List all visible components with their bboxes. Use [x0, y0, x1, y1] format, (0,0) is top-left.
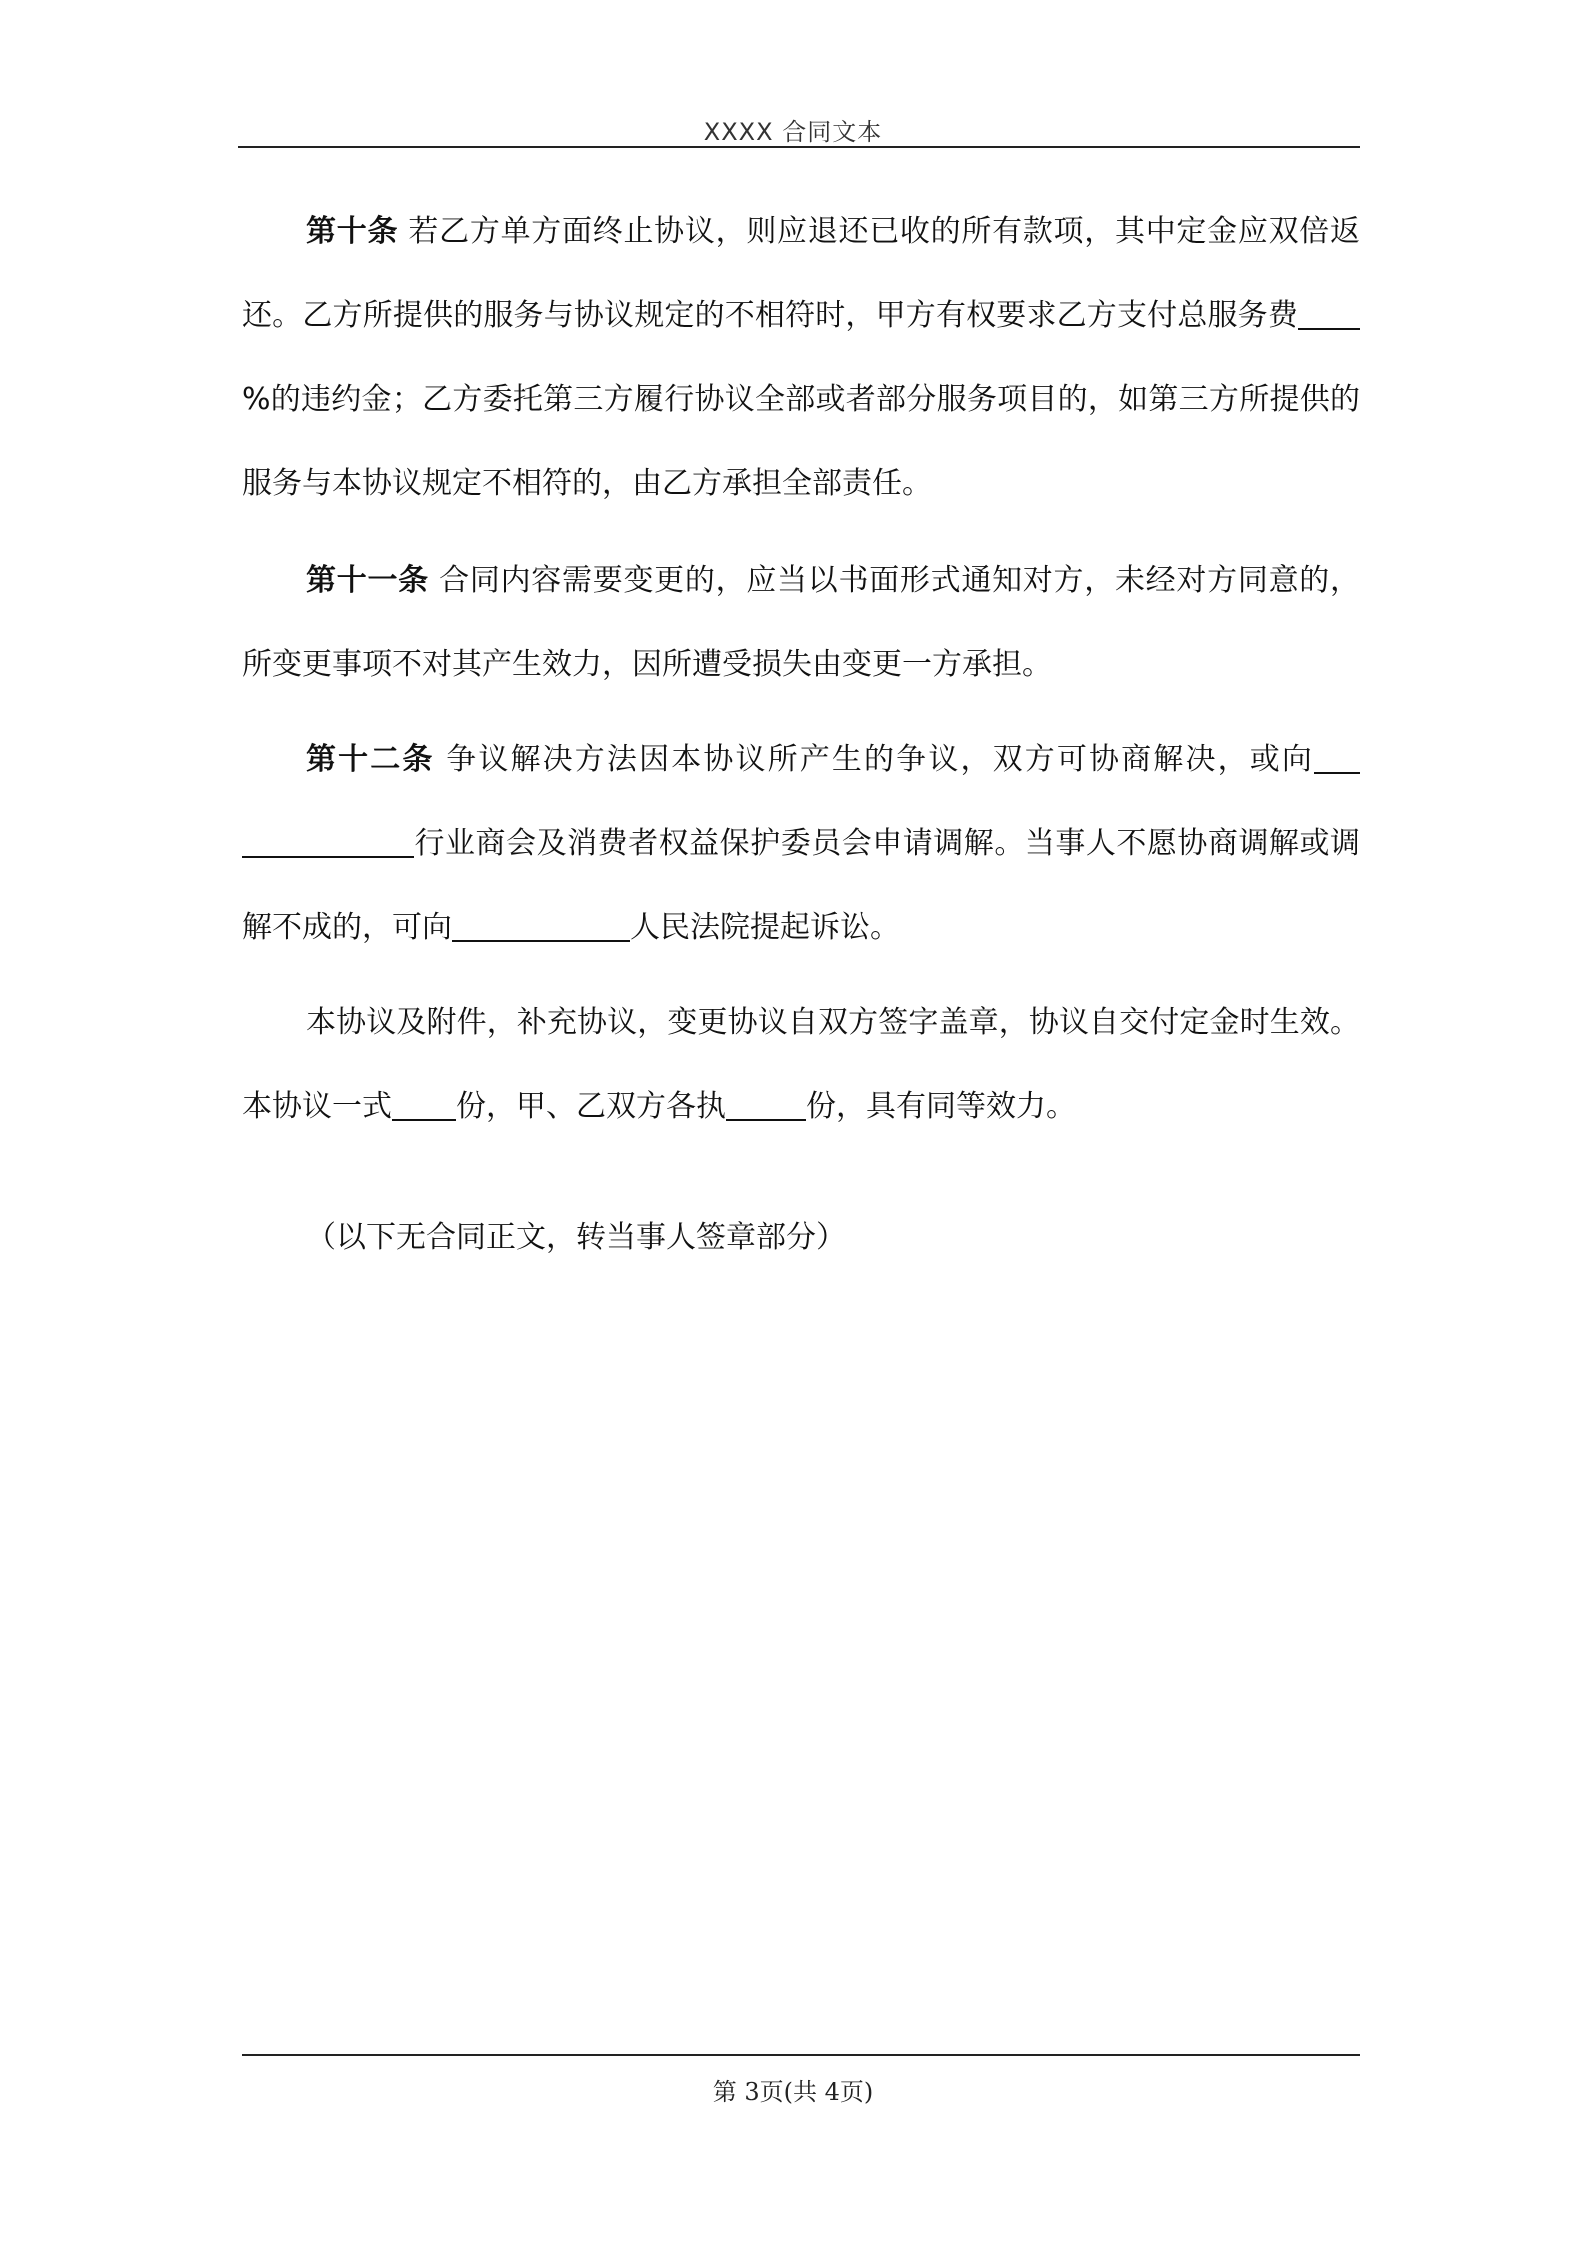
- article-10: [242, 190, 1360, 526]
- blank-court-name: [452, 909, 630, 943]
- article-12-text-part2: 行业商会及消费者权益保护委员会申请调解。当事人不愿协商调解或调解不成的，可向: [242, 826, 1360, 945]
- effect-text-part1: 本协议及附件，补充协议，变更协议自双方签字盖章，协议自交付定金时生效。 本协议一式: [242, 1005, 1360, 1124]
- ending-note: （以下无合同正文，转当事人签章部分）: [306, 1220, 846, 1255]
- article-12-text-part1: 争议解决方法因本协议所产生的争议，双方可协商解决，或向: [434, 742, 1314, 777]
- article-11-label: 第十一条: [306, 563, 429, 598]
- header-divider: [238, 146, 1360, 148]
- effect-text-part3: 份，具有同等效力。: [806, 1089, 1076, 1124]
- document-header-title: XXXX 合同文本: [703, 118, 883, 146]
- blank-chamber-b: [242, 825, 414, 859]
- article-10-text-part2: %的违约金；乙方委托第三方履行协议全部或者部分服务项目的，如第三方所提供的服务与本协议规定不相符的，由乙方承担全部责任。: [242, 382, 1360, 501]
- footer-divider: [242, 2054, 1360, 2056]
- page-number: 第 3页(共 4页): [712, 2078, 874, 2106]
- blank-penalty-percent: [1298, 297, 1360, 331]
- blank-chamber-a: [1314, 741, 1360, 775]
- article-10-text-part1: 若乙方单方面终止协议，则应退还已收的所有款项，其中定金应双倍返还。乙方所提供的服务与协议规定的不相符时，甲方有权要求乙方支付总服务费: [242, 214, 1361, 333]
- article-10-label: 第十条: [306, 214, 399, 249]
- effect-text-part2: 份，甲、乙双方各执: [456, 1089, 726, 1124]
- article-11: [242, 539, 1360, 707]
- article-12-label: 第十二条: [306, 742, 435, 777]
- effect-clause: [242, 981, 1360, 1149]
- blank-copy-count: [392, 1088, 456, 1122]
- blank-copies-each: [726, 1088, 806, 1122]
- article-11-text: 合同内容需要变更的，应当以书面形式通知对方，未经对方同意的，所变更事项不对其产生效力，因所遭受损失由变更一方承担。: [242, 563, 1361, 682]
- article-12-text-part3: 人民法院提起诉讼。: [630, 910, 900, 945]
- article-12: [242, 718, 1360, 970]
